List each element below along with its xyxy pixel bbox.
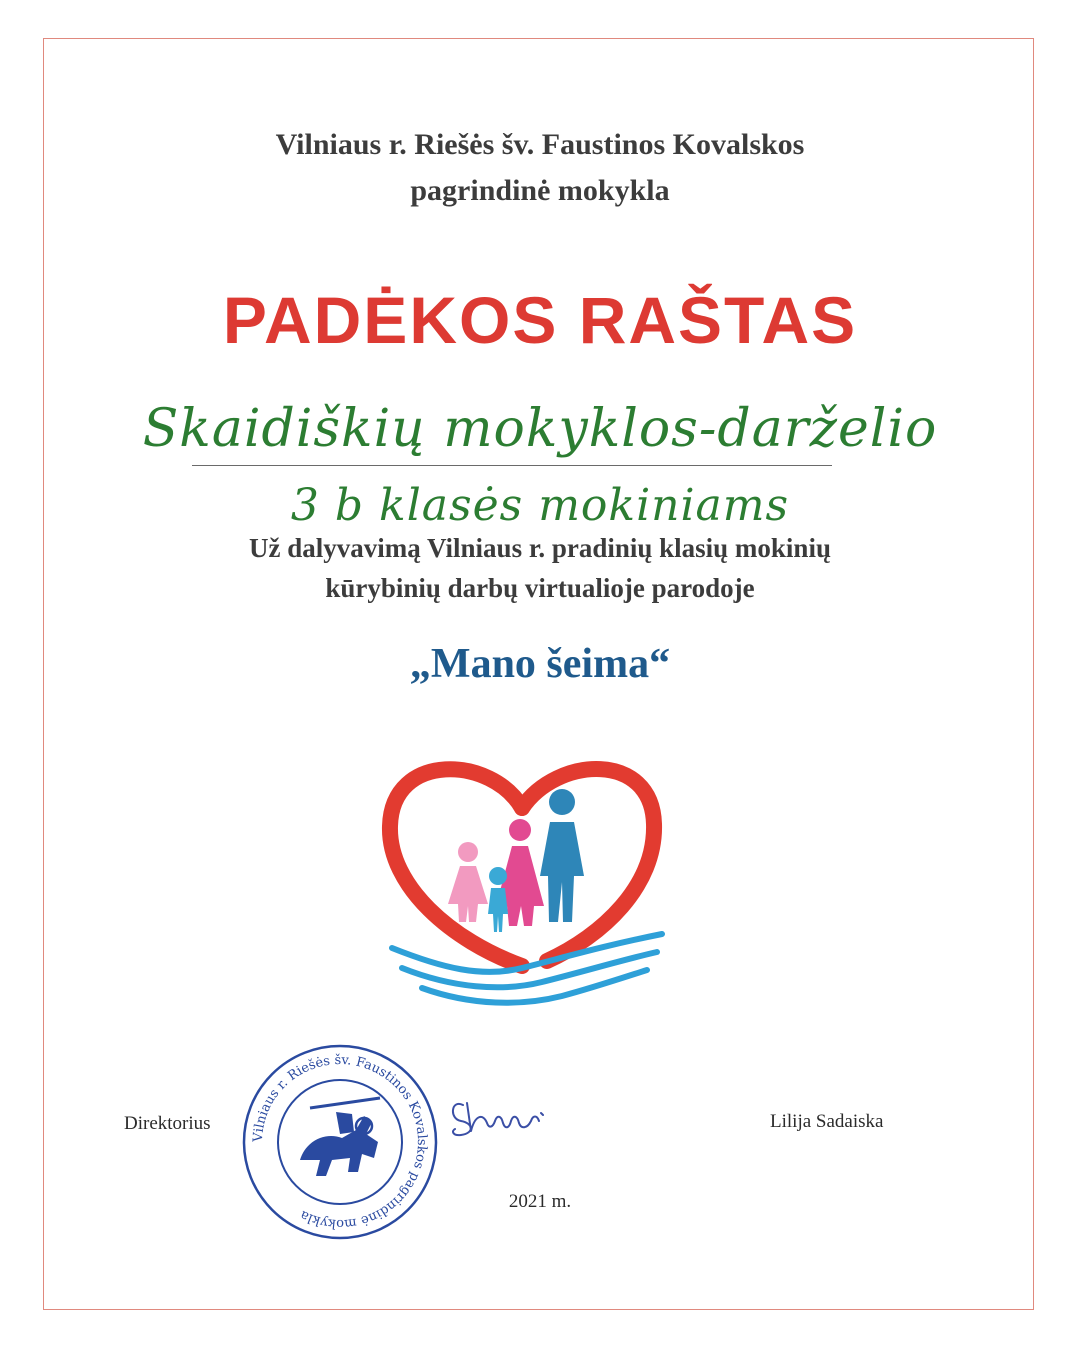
signature-icon: [445, 1085, 555, 1145]
certificate-year: 2021 m.: [508, 1191, 572, 1212]
seal-text: Vilniaus r. Riešės šv. Faustinos Kovalskos pagrindinė mokykla: [250, 1052, 430, 1232]
director-label: Direktorius: [124, 1113, 211, 1134]
certificate-title: PADĖKOS RAŠTAS: [222, 283, 858, 357]
recipient-line1: Skaidiškių mokyklos-darželio: [142, 399, 938, 459]
reason-line2: kūrybinių darbų virtualioje parodoje: [325, 573, 755, 603]
school-name-line1: Vilniaus r. Riešės šv. Faustinos Kovalskos: [275, 128, 805, 161]
heart-family-icon: [372, 756, 672, 1016]
recipient-underline: [192, 465, 832, 466]
director-name: Lilija Sadaiska: [770, 1111, 884, 1132]
exhibition-name: „Mano šeima“: [409, 641, 671, 687]
recipient-line2: 3 b klasės mokiniams: [290, 480, 790, 531]
school-name-line2: pagrindinė mokykla: [410, 174, 670, 207]
reason-line1: Už dalyvavimą Vilniaus r. pradinių klasių mokinių: [249, 533, 831, 563]
